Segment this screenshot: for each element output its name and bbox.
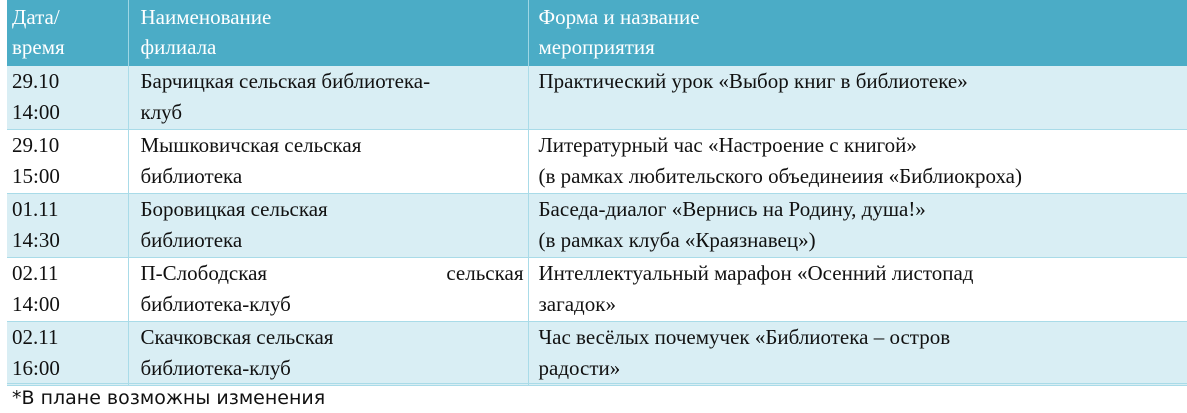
table-row bbox=[7, 130, 1187, 194]
table-row bbox=[7, 194, 1187, 258]
header-branch bbox=[128, 0, 528, 66]
event-cell bbox=[528, 322, 1187, 386]
date-time-cell bbox=[7, 258, 128, 322]
date-time-cell bbox=[7, 66, 128, 130]
event-cell bbox=[528, 194, 1187, 258]
branch-name-line2: библиотека-клуб bbox=[140, 292, 291, 316]
event-line1: Практический урок «Выбор книг в библиотеке» bbox=[538, 69, 968, 93]
time-value: 14:30 bbox=[12, 228, 60, 252]
header-branch-line1: Наименование bbox=[140, 5, 272, 29]
branch-name-line2: библиотека bbox=[140, 228, 243, 252]
branch-name-line1: Боровицкая сельская bbox=[140, 197, 328, 221]
events-schedule-table bbox=[7, 0, 1187, 386]
event-line1: Интеллектуальный марафон «Осенний листопад bbox=[538, 261, 974, 285]
branch-cell bbox=[128, 258, 528, 322]
event-line1: Литературный час «Настроение с книгой» bbox=[538, 133, 917, 157]
date-time-cell bbox=[7, 130, 128, 194]
event-cell bbox=[528, 258, 1187, 322]
header-event-line1: Форма и название bbox=[538, 5, 700, 29]
header-date-line1: Дата/ bbox=[12, 5, 60, 29]
date-value: 02.11 bbox=[12, 261, 59, 285]
date-value: 29.10 bbox=[12, 69, 60, 93]
branch-name-line2: библиотека bbox=[140, 164, 243, 188]
event-line1: Баседа-диалог «Вернись на Родину, душа!» bbox=[538, 197, 926, 221]
branch-cell bbox=[128, 66, 528, 130]
table-row bbox=[7, 322, 1187, 386]
event-line2: (в рамках любительского объединеиия «Библиокроха) bbox=[538, 164, 1022, 188]
event-line1: Час весёлых почемучек «Библиотека – остров bbox=[538, 325, 951, 349]
header-event-line2: мероприятия bbox=[538, 35, 655, 59]
branch-cell bbox=[128, 194, 528, 258]
footnote-changes-notice: *В плане возможны изменения bbox=[7, 383, 1187, 413]
header-branch-line2: филиала bbox=[140, 35, 217, 59]
branch-name-line1: Барчицкая сельская библиотека- bbox=[140, 69, 431, 93]
date-value: 01.11 bbox=[12, 197, 59, 221]
time-value: 14:00 bbox=[12, 100, 60, 124]
branch-name-line1: Мышковичская сельская bbox=[140, 133, 362, 157]
event-cell bbox=[528, 66, 1187, 130]
date-time-cell bbox=[7, 322, 128, 386]
branch-name-line1: П-Слободская сельская bbox=[140, 261, 524, 285]
event-line2: (в рамках клуба «Краязнавец») bbox=[538, 228, 816, 252]
table-row bbox=[7, 258, 1187, 322]
date-value: 29.10 bbox=[12, 133, 60, 157]
event-cell bbox=[528, 130, 1187, 194]
branch-name-line2: клуб bbox=[140, 100, 183, 124]
event-line2: радости» bbox=[538, 356, 621, 380]
branch-name-line2: библиотека-клуб bbox=[140, 356, 291, 380]
table-header-row bbox=[7, 0, 1187, 66]
header-date-line2: время bbox=[12, 35, 65, 59]
table-row bbox=[7, 66, 1187, 130]
header-date-time bbox=[7, 0, 128, 66]
event-line2: загадок» bbox=[538, 292, 616, 316]
branch-name-line1: Скачковская сельская bbox=[140, 325, 334, 349]
time-value: 16:00 bbox=[12, 356, 60, 380]
date-value: 02.11 bbox=[12, 325, 59, 349]
branch-cell bbox=[128, 130, 528, 194]
date-time-cell bbox=[7, 194, 128, 258]
time-value: 14:00 bbox=[12, 292, 60, 316]
branch-cell bbox=[128, 322, 528, 386]
time-value: 15:00 bbox=[12, 164, 60, 188]
header-event bbox=[528, 0, 1187, 66]
